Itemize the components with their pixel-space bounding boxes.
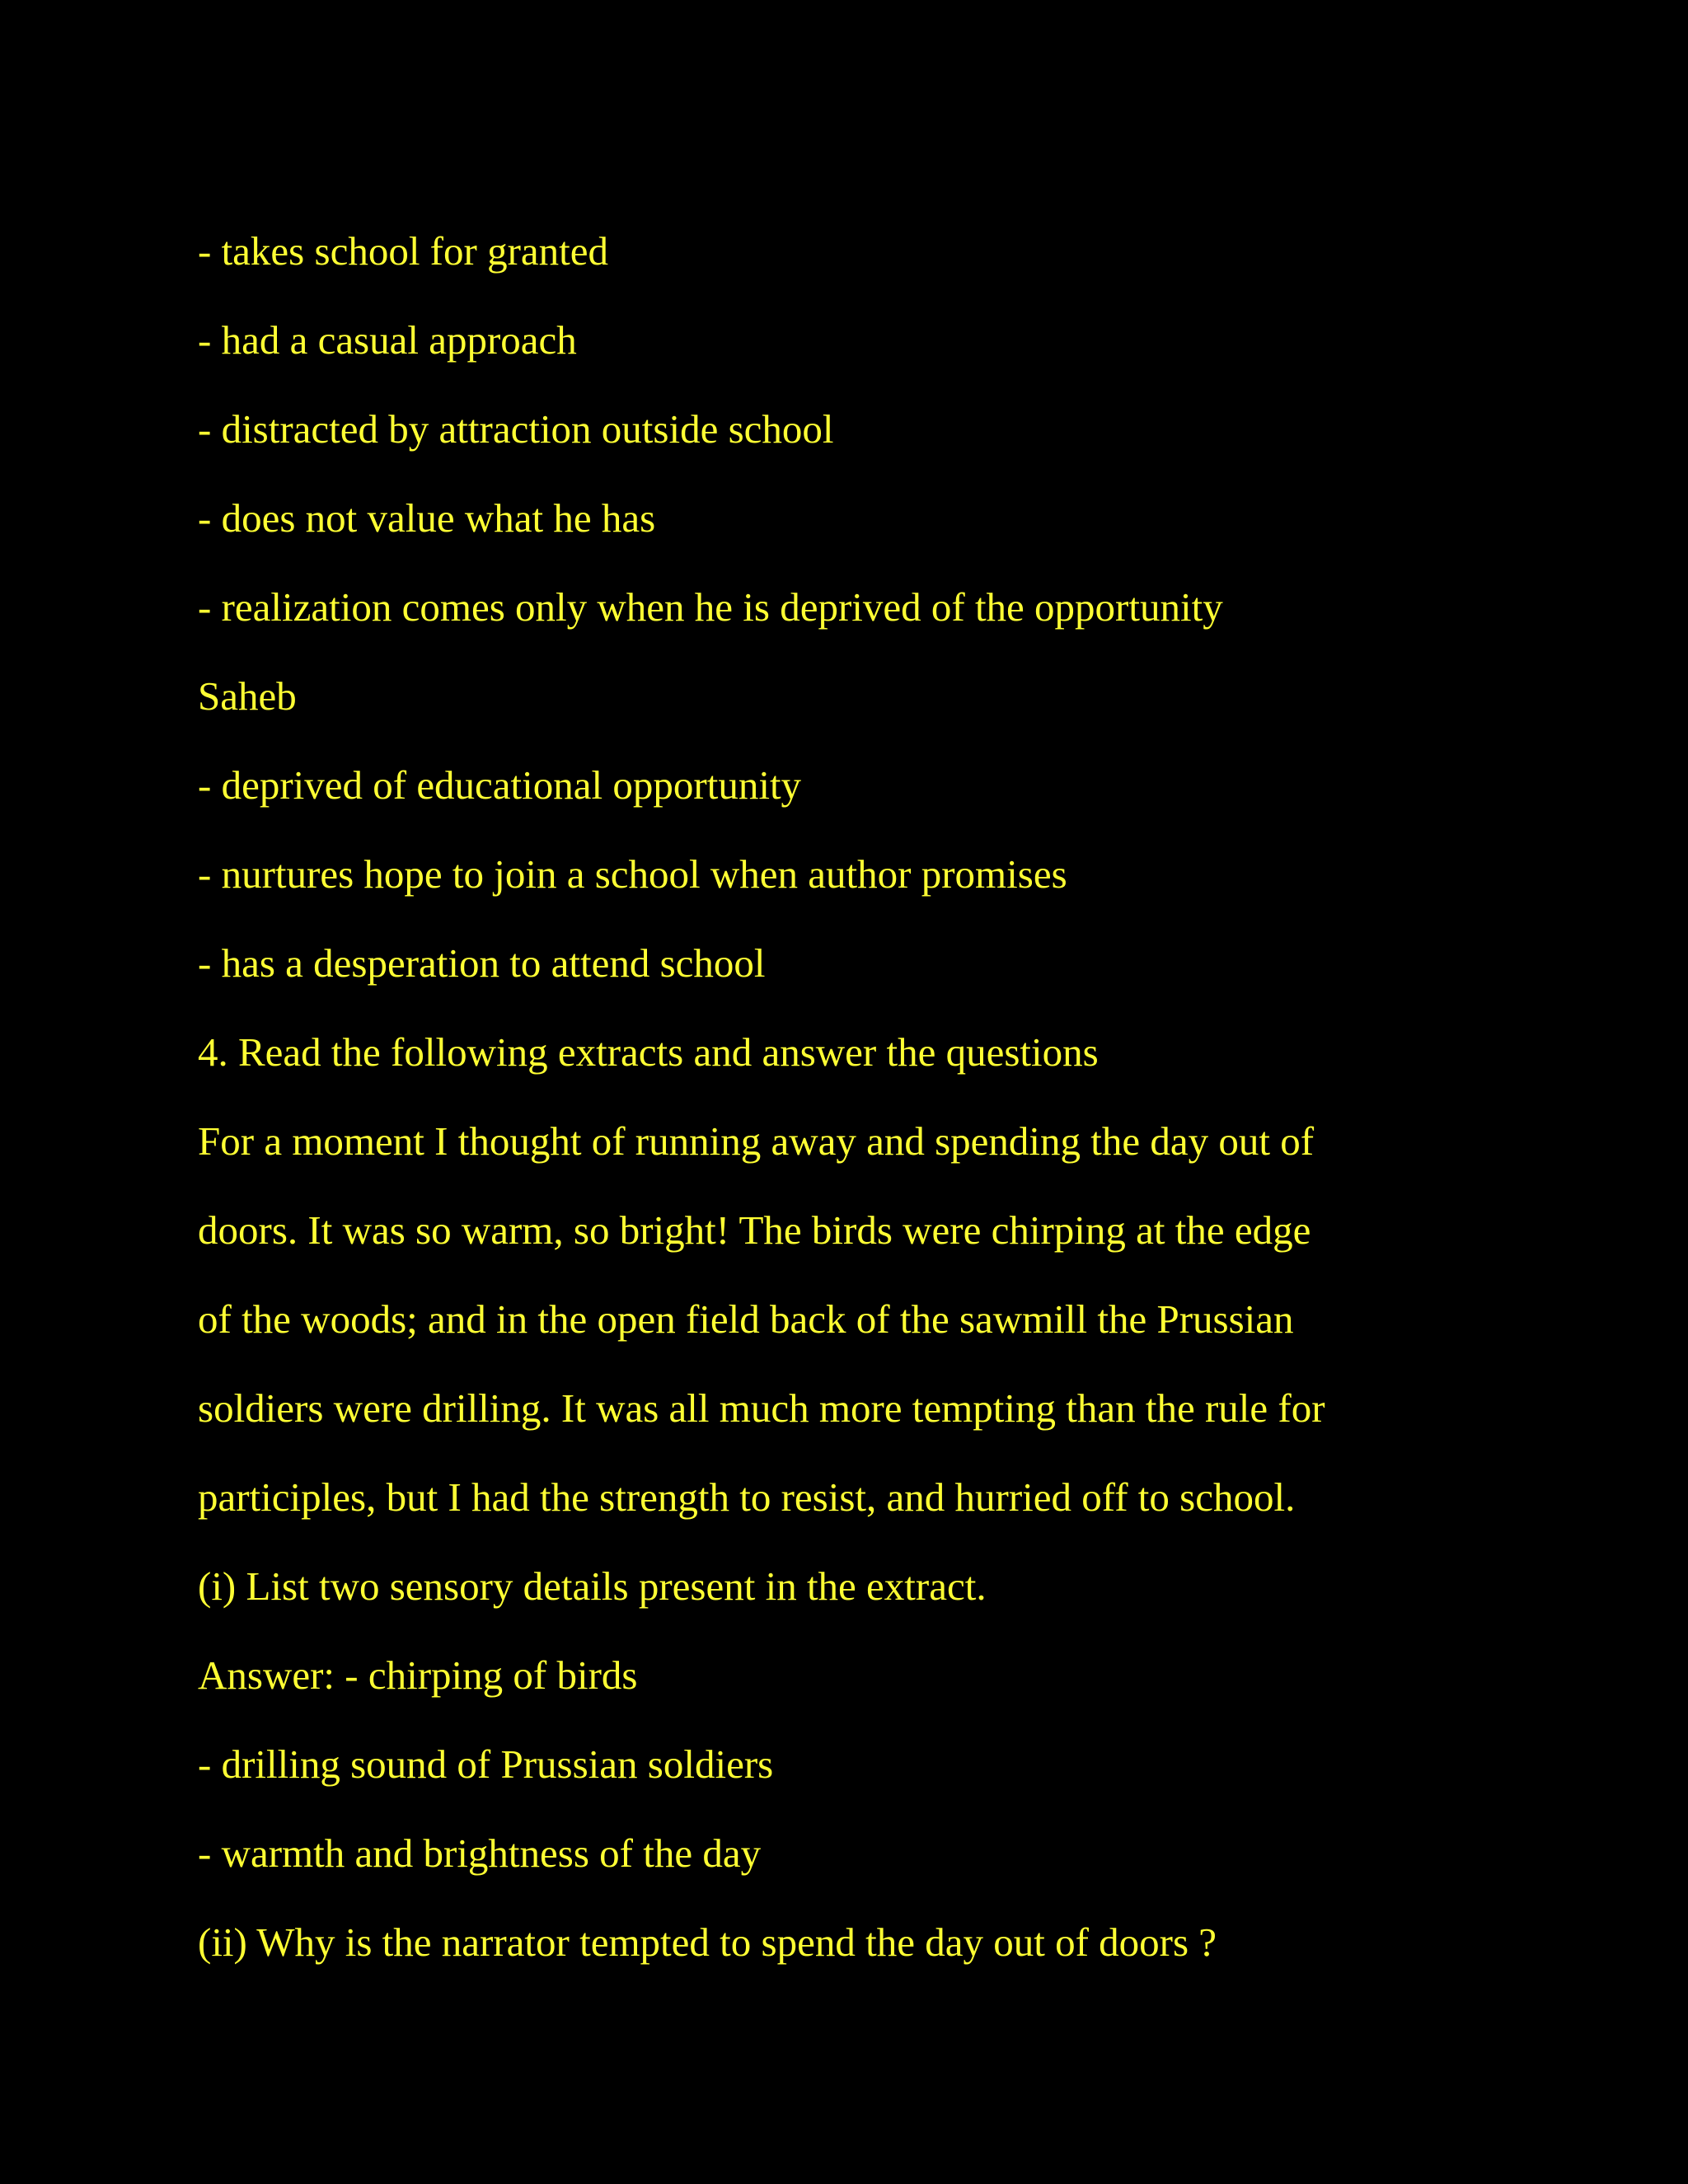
bullet-distracted: - distracted by attraction outside school: [198, 406, 834, 452]
bullet-nurtures-hope: - nurtures hope to join a school when author promises: [198, 851, 1067, 897]
extract-line-5: participles, but I had the strength to resist, and hurried off to school.: [198, 1474, 1296, 1520]
question-4-heading: 4. Read the following extracts and answer the questions: [198, 1029, 1099, 1075]
answer-line-1: Answer: - chirping of birds: [198, 1652, 638, 1698]
extract-line-2: doors. It was so warm, so bright! The birds were chirping at the edge: [198, 1207, 1311, 1253]
extract-line-4: soldiers were drilling. It was all much more tempting than the rule for: [198, 1385, 1325, 1431]
extract-line-3: of the woods; and in the open field back of the sawmill the Prussian: [198, 1296, 1294, 1342]
document-body: [198, 207, 1533, 1987]
bullet-does-not-value: - does not value what he has: [198, 495, 656, 541]
question-i: (i) List two sensory details present in the extract.: [198, 1563, 987, 1609]
bullet-desperation: - has a desperation to attend school: [198, 940, 766, 986]
question-ii: (ii) Why is the narrator tempted to spend the day out of doors ?: [198, 1919, 1217, 1965]
bullet-realization: - realization comes only when he is deprived of the opportunity: [198, 584, 1223, 630]
extract-line-1: For a moment I thought of running away and spending the day out of: [198, 1118, 1315, 1164]
bullet-takes-school-for-granted: - takes school for granted: [198, 228, 608, 274]
bullet-deprived: - deprived of educational opportunity: [198, 762, 802, 808]
answer-line-3: - warmth and brightness of the day: [198, 1830, 762, 1876]
bullet-casual-approach: - had a casual approach: [198, 317, 577, 363]
section-heading-saheb: Saheb: [198, 673, 297, 719]
answer-line-2: - drilling sound of Prussian soldiers: [198, 1741, 774, 1787]
